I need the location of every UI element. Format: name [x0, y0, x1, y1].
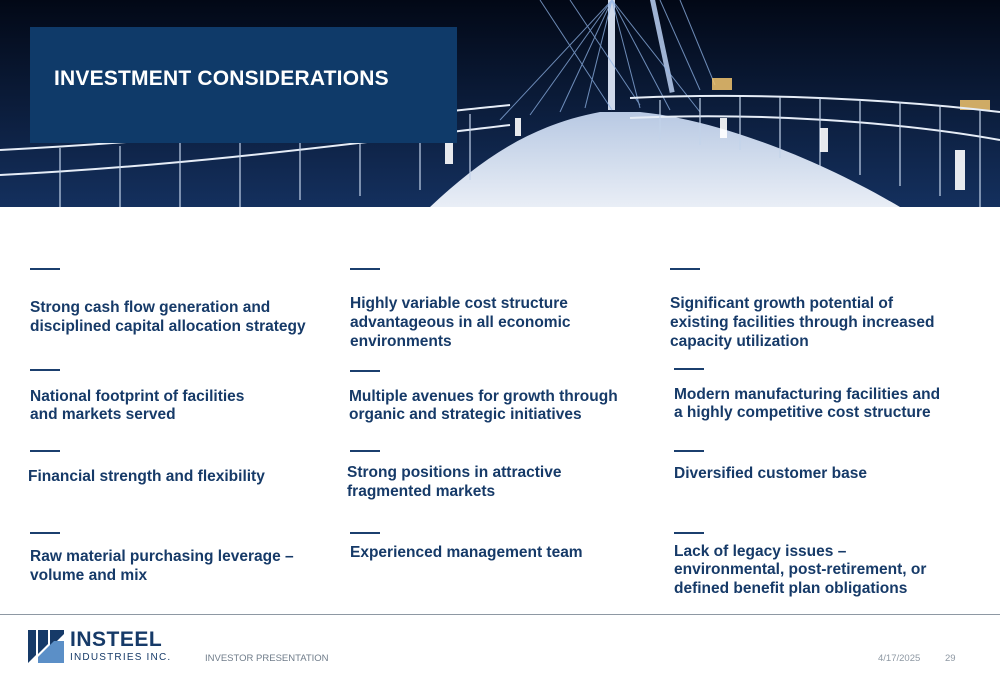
logo-wordmark: INSTEEL: [70, 628, 163, 651]
divider-dash: [674, 368, 704, 370]
consideration-line: Financial strength and flexibility: [28, 468, 265, 485]
consideration-line: National footprint of facilities: [30, 388, 245, 405]
page-number: 29: [945, 653, 956, 664]
consideration-line: Modern manufacturing facilities and: [674, 386, 941, 403]
consideration-line: Highly variable cost structure: [350, 295, 568, 312]
consideration-line: Lack of legacy issues –: [674, 543, 847, 560]
divider-dash: [670, 268, 700, 270]
consideration-line: organic and strategic initiatives: [349, 406, 582, 423]
consideration-line: a highly competitive cost structure: [674, 404, 931, 421]
consideration-line: defined benefit plan obligations: [674, 580, 908, 597]
divider-dash: [30, 532, 60, 534]
divider-dash: [674, 450, 704, 452]
divider-dash: [350, 268, 380, 270]
divider-dash: [30, 268, 60, 270]
consideration-line: Strong cash flow generation and: [30, 299, 271, 316]
divider-dash: [350, 450, 380, 452]
slide-title: INVESTMENT CONSIDERATIONS: [54, 67, 389, 90]
hero-image: [0, 0, 1000, 207]
consideration-line: disciplined capital allocation strategy: [30, 318, 306, 335]
consideration-line: Significant growth potential of: [670, 295, 894, 312]
consideration-line: Strong positions in attractive: [347, 464, 562, 481]
footer-divider: [0, 614, 1000, 615]
logo-subtitle: INDUSTRIES INC.: [70, 652, 172, 663]
consideration-line: advantageous in all economic: [350, 314, 571, 331]
consideration-line: Experienced management team: [350, 544, 583, 561]
divider-dash: [350, 370, 380, 372]
divider-dash: [674, 532, 704, 534]
consideration-line: and markets served: [30, 406, 176, 423]
divider-dash: [30, 369, 60, 371]
consideration-line: environments: [350, 333, 452, 350]
insteel-logo-icon: [28, 630, 64, 663]
consideration-line: fragmented markets: [347, 483, 496, 500]
consideration-line: capacity utilization: [670, 333, 809, 350]
consideration-line: Diversified customer base: [674, 465, 867, 482]
title-banner: [30, 27, 457, 143]
divider-dash: [350, 532, 380, 534]
consideration-line: existing facilities through increased: [670, 314, 935, 331]
consideration-line: environmental, post-retirement, or: [674, 561, 927, 578]
consideration-line: volume and mix: [30, 567, 148, 584]
consideration-line: Raw material purchasing leverage –: [30, 548, 294, 565]
divider-dash: [30, 450, 60, 452]
footer-date: 4/17/2025: [878, 653, 921, 664]
presentation-label: INVESTOR PRESENTATION: [205, 653, 329, 664]
consideration-line: Multiple avenues for growth through: [349, 388, 618, 405]
